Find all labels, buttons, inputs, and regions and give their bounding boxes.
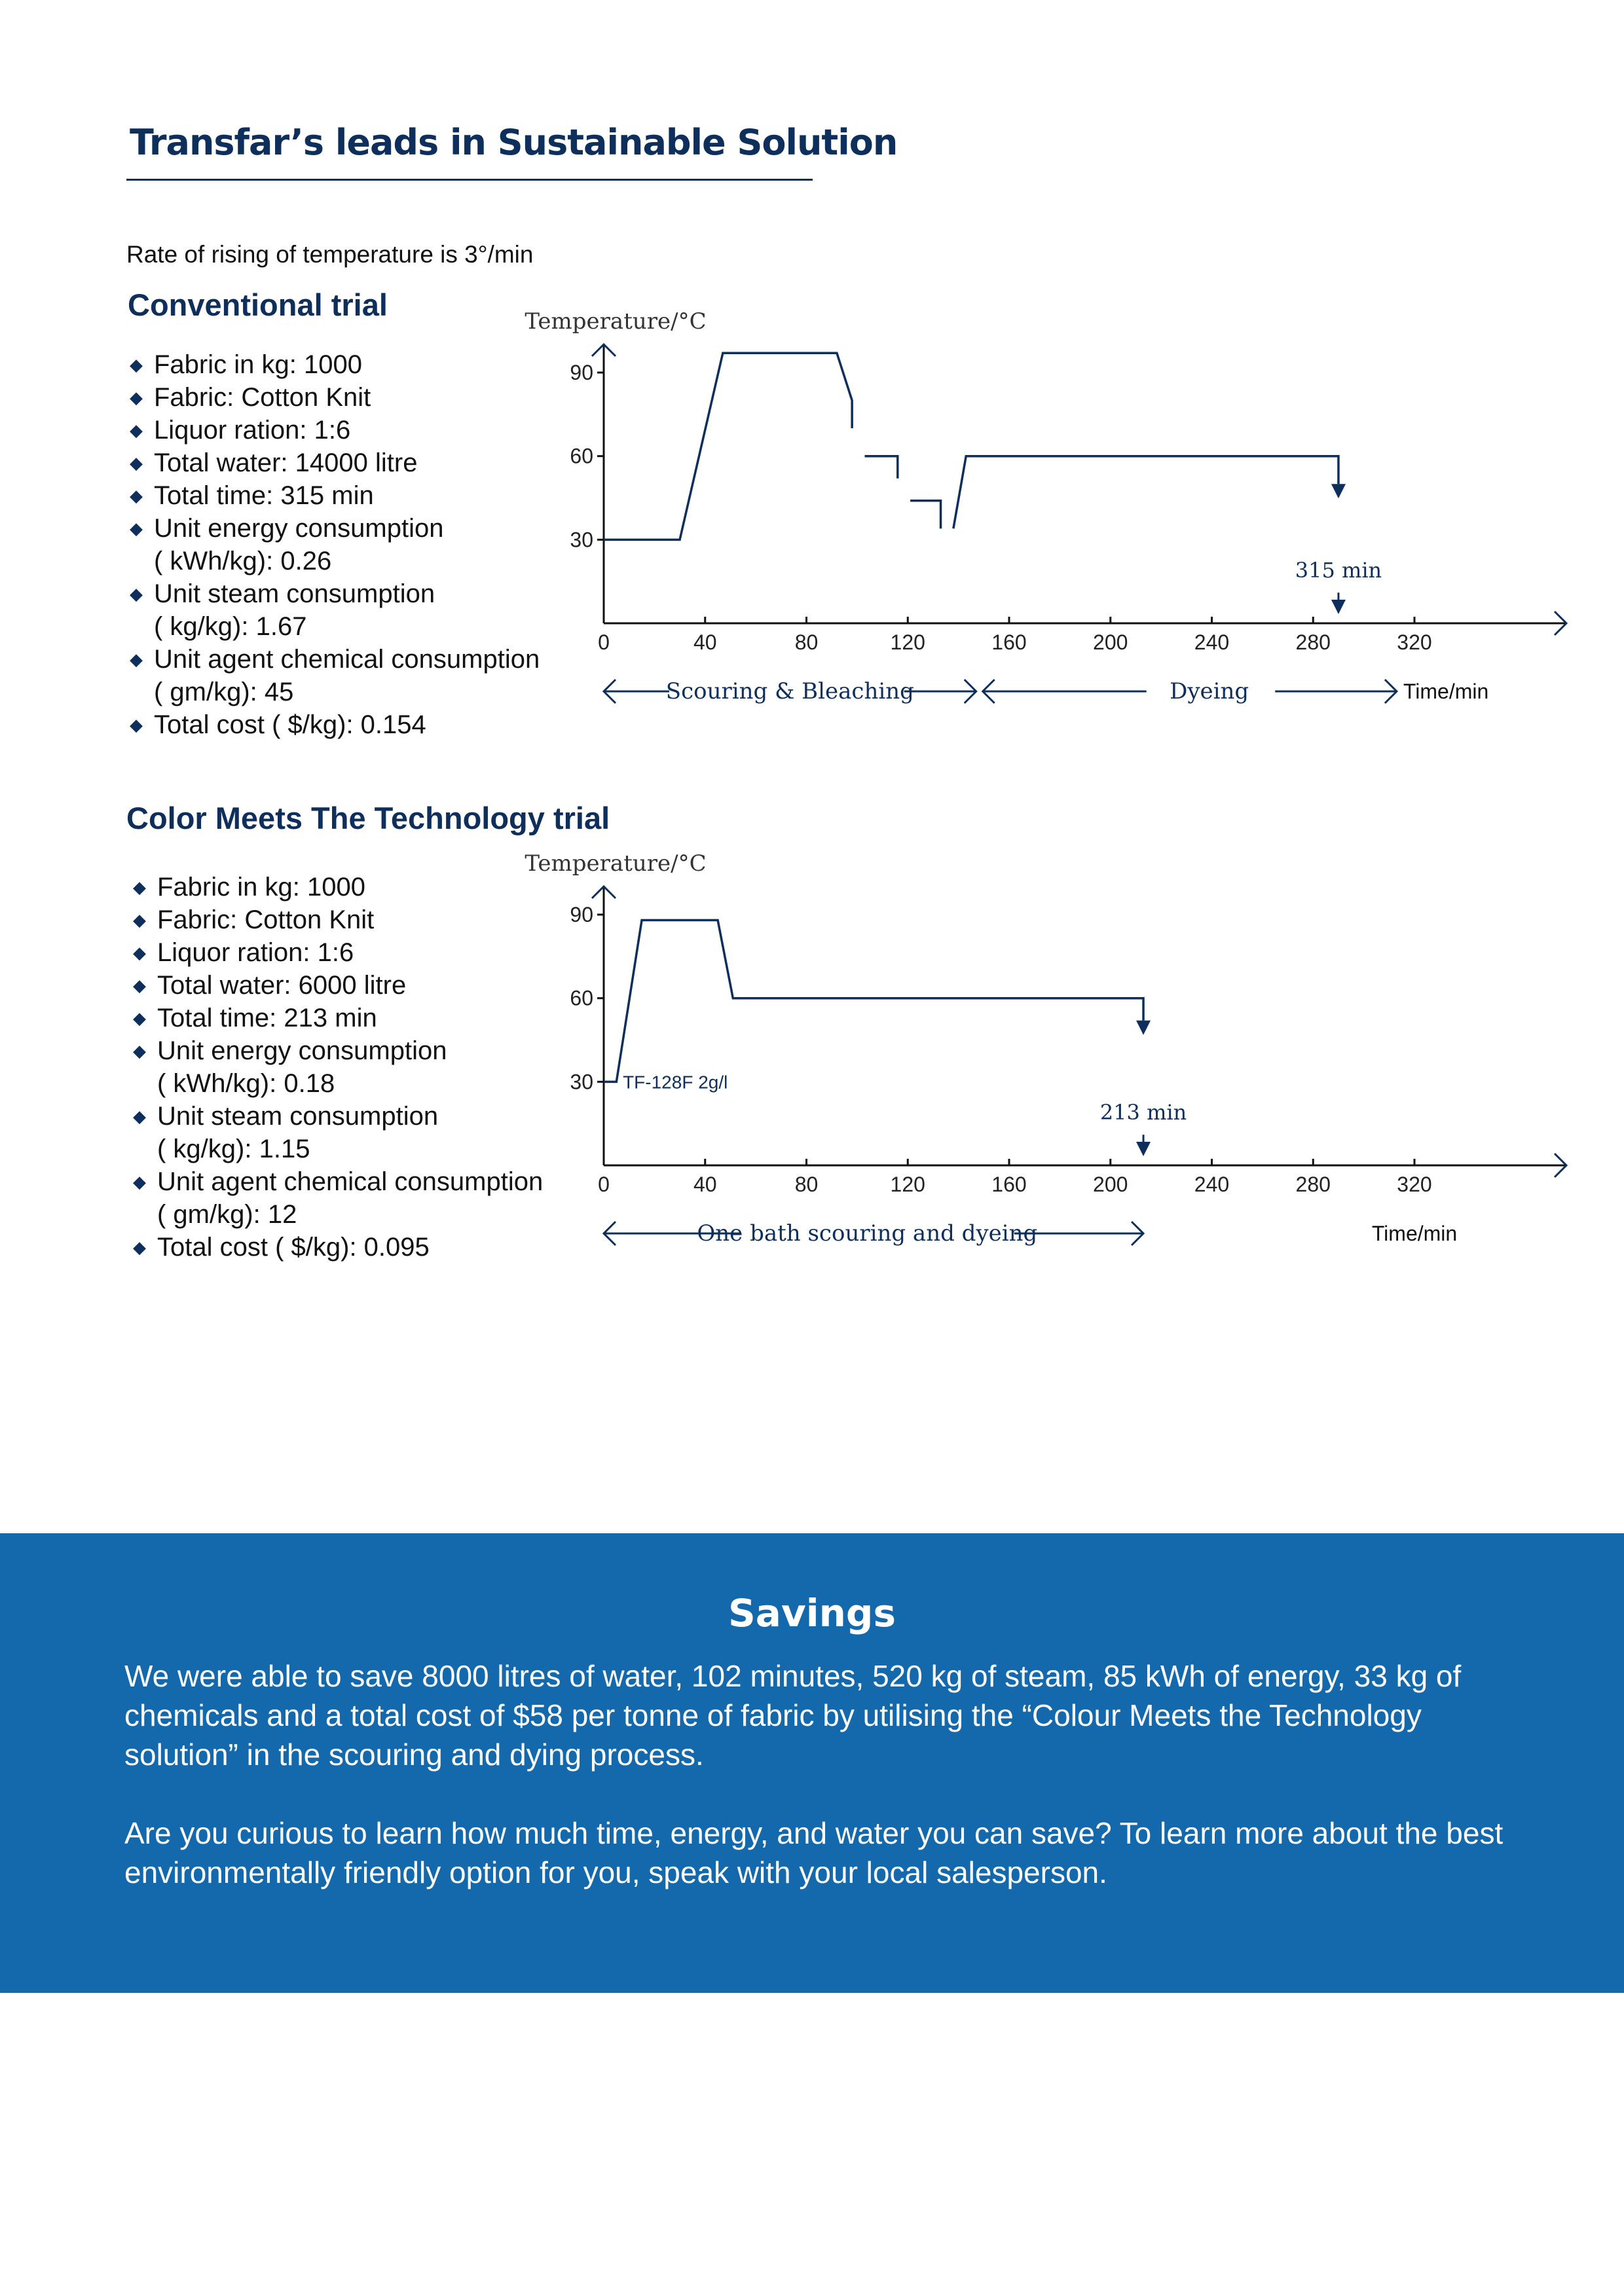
y-tick-label: 30 [570,528,593,552]
x-tick-label: 320 [1397,1173,1432,1196]
diamond-bullet-icon: ◆ [130,388,143,407]
y-tick-label: 90 [570,903,593,927]
spec-item: ◆ Total time: 213 min [130,1002,543,1034]
x-tick-label: 0 [598,1173,610,1196]
savings-paragraph: We were able to save 8000 litres of water, 102 minutes, 520 kg of steam, 85 kWh of energy, 33 kg of chemicals and a total cost of $58 per tonne of fabric by utilising the “Colour Meets the Technology solution” in the scouring and dying process. [124,1659,1462,1772]
phase-label: Scouring & Bleaching [665,678,914,704]
diamond-bullet-icon: ◆ [133,1008,146,1028]
diamond-bullet-icon: ◆ [133,975,146,995]
diamond-bullet-icon: ◆ [130,519,143,538]
end-time-label: 315 min [1295,558,1382,583]
savings-cta-paragraph: Are you curious to learn how much time, energy, and water you can save? To learn more about the best environmentally friendly option for you, speak with your local salesperson. [124,1816,1504,1889]
diamond-bullet-icon: ◆ [130,715,143,735]
diamond-bullet-icon: ◆ [133,943,146,962]
end-time-label: 213 min [1099,1100,1187,1125]
conventional-specs [126,348,540,741]
x-tick-label: 40 [693,630,717,654]
x-tick-label: 280 [1295,1173,1331,1196]
diamond-bullet-icon: ◆ [130,584,143,604]
y-tick-label: 60 [570,986,593,1010]
diamond-bullet-icon: ◆ [130,420,143,440]
spec-item: ◆ Unit agent chemical consumption ( gm/kg): 12 [130,1165,543,1231]
spec-item: ◆ Total water: 6000 litre [130,969,543,1002]
spec-item: ◆ Total time: 315 min [126,479,540,512]
x-tick-label: 120 [890,630,925,654]
x-tick-label: 240 [1194,630,1230,654]
spec-item: ◆ Unit energy consumption ( kWh/kg): 0.26 [126,512,540,577]
arrow-down-icon [1136,1021,1151,1035]
temperature-series-line [864,456,897,479]
diamond-bullet-icon: ◆ [130,649,143,669]
diamond-bullet-icon: ◆ [130,355,143,374]
conventional-temperature-chart [511,301,1585,720]
x-tick-label: 320 [1397,630,1432,654]
y-tick-label: 30 [570,1070,593,1094]
y-tick-label: 60 [570,444,593,468]
spec-item: ◆ Unit agent chemical consumption ( gm/kg): 45 [126,643,540,708]
phase-label: One bath scouring and dyeing [697,1220,1038,1247]
page-title: Transfar’s leads in Sustainable Solution [130,122,898,163]
y-tick-label: 90 [570,361,593,385]
temperature-series-line [604,920,1143,1082]
x-tick-label: 200 [1093,1173,1128,1196]
x-tick-label: 280 [1295,630,1331,654]
temperature-series-line [953,456,1338,529]
spec-item: ◆ Liquor ration: 1:6 [126,414,540,446]
savings-band [0,1533,1624,1993]
temperature-series-line [604,353,852,539]
cmt-heading: Color Meets The Technology trial [126,801,610,835]
agent-dosage-label: TF-128F 2g/l [623,1072,728,1093]
diamond-bullet-icon: ◆ [133,1106,146,1126]
diamond-bullet-icon: ◆ [130,453,143,473]
diamond-bullet-icon: ◆ [133,877,146,897]
x-tick-label: 240 [1194,1173,1230,1196]
diamond-bullet-icon: ◆ [133,910,146,930]
x-tick-label: 80 [794,630,819,654]
x-tick-label: 160 [991,630,1027,654]
spec-item: ◆ Total cost ( $/kg): 0.154 [126,708,540,741]
arrow-down-icon [1331,484,1346,498]
spec-item: ◆ Fabric: Cotton Knit [130,903,543,936]
spec-item: ◆ Fabric: Cotton Knit [126,381,540,414]
title-underline [126,179,813,181]
diamond-bullet-icon: ◆ [130,486,143,505]
spec-item: ◆ Fabric in kg: 1000 [126,348,540,381]
rate-note: Rate of rising of temperature is 3°/min [126,241,534,268]
x-tick-label: 120 [890,1173,925,1196]
savings-heading: Savings [728,1591,896,1635]
y-axis-label: Temperature/°C [525,308,707,335]
diamond-bullet-icon: ◆ [133,1237,146,1257]
spec-item: ◆ Fabric in kg: 1000 [130,871,543,903]
x-tick-label: 0 [598,630,610,654]
arrow-down-icon [1331,600,1346,614]
temperature-series-line [910,501,940,529]
x-axis-label: Time/min [1403,680,1489,703]
x-tick-label: 200 [1093,630,1128,654]
arrow-down-icon [1136,1142,1151,1156]
spec-item: ◆ Unit energy consumption ( kWh/kg): 0.18 [130,1034,543,1100]
diamond-bullet-icon: ◆ [133,1172,146,1192]
phase-label: Dyeing [1170,678,1249,704]
spec-item: ◆ Total water: 14000 litre [126,446,540,479]
x-axis-label: Time/min [1371,1222,1458,1245]
y-axis-label: Temperature/°C [525,850,707,877]
spec-item: ◆ Liquor ration: 1:6 [130,936,543,969]
cmt-specs [130,871,543,1264]
spec-item: ◆ Unit steam consumption ( kg/kg): 1.15 [130,1100,543,1165]
spec-item: ◆ Unit steam consumption ( kg/kg): 1.67 [126,577,540,643]
conventional-heading: Conventional trial [128,287,388,322]
spec-item: ◆ Total cost ( $/kg): 0.095 [130,1231,543,1264]
x-tick-label: 40 [693,1173,717,1196]
cmt-temperature-chart [511,843,1585,1262]
x-tick-label: 160 [991,1173,1027,1196]
x-tick-label: 80 [794,1173,819,1196]
diamond-bullet-icon: ◆ [133,1041,146,1061]
